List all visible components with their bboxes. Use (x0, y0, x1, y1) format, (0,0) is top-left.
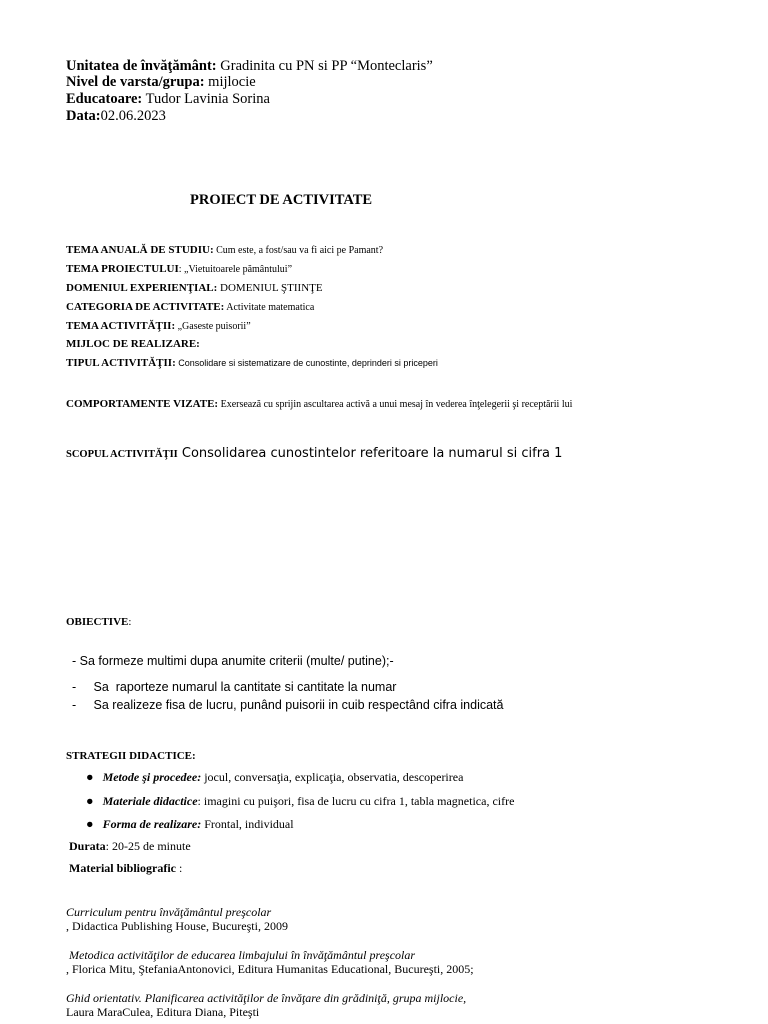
forma-line (86, 817, 294, 832)
forma-value: Frontal, individual (201, 817, 294, 831)
bib-rest: Laura MaraCulea, Editura Diana, Piteşti (66, 1005, 260, 1019)
bib-rest: , Florica Mitu, ŞtefaniaAntonovici, Editura Humanitas Educational, Bucureşti, 2005; (66, 962, 474, 976)
scop-line (66, 444, 562, 462)
scop-value: Consolidarea cunostintelor referitoare la numarul si cifra 1 (177, 446, 563, 461)
comportamente-line (66, 397, 572, 412)
tema-activitatii-label: TEMA ACTIVITĂŢII: (66, 320, 176, 332)
tema-activitatii-value: „Gaseste puisorii” (175, 321, 251, 332)
materiale-value: : imagini cu puişori, fisa de lucru cu cifra 1, tabla magnetica, cifre (197, 794, 515, 808)
bib-rest: , Didactica Publishing House, Bucureşti, 2009 (66, 919, 288, 933)
domeniu-value: DOMENIUL ŞTIINŢE (217, 282, 323, 294)
mijloc-label: MIJLOC DE REALIZARE: (66, 338, 200, 350)
material-bib-label: Material bibliografic (69, 861, 176, 875)
bibliography-entry (66, 991, 466, 1019)
nivel-line (66, 74, 256, 91)
durata-value: : 20-25 de minute (105, 839, 191, 853)
domeniu-line (66, 281, 323, 295)
bullet-icon: ● (86, 770, 94, 784)
tema-activitatii-line (66, 319, 251, 334)
bullet-icon: ● (86, 794, 94, 808)
durata-label: Durata (69, 839, 106, 853)
mijloc-line (66, 337, 200, 351)
objective-item: - Sa raporteze numarul la cantitate si cantitate la numar (72, 680, 397, 694)
unitate-value: Gradinita cu PN si PP “Monteclaris” (216, 58, 433, 74)
educatoare-line (66, 91, 270, 108)
metode-label: Metode şi procedee: (102, 770, 202, 784)
categoria-value: Activitate matematica (224, 302, 315, 313)
objective-item: - Sa formeze multimi dupa anumite criterii (multe/ putine);- (72, 654, 394, 668)
bibliography-entry (66, 948, 474, 976)
data-value: 02.06.2023 (100, 108, 166, 124)
bullet-icon: ● (86, 817, 94, 831)
metode-line (86, 770, 463, 785)
unitate-label: Unitatea de învăţământ: (66, 58, 217, 74)
durata-line (69, 839, 191, 854)
forma-label: Forma de realizare: (102, 817, 202, 831)
data-line (66, 108, 166, 125)
obiective-colon: : (128, 616, 132, 628)
tipul-label: TIPUL ACTIVITĂŢII: (66, 357, 176, 369)
page-title: PROIECT DE ACTIVITATE (190, 192, 373, 208)
categoria-line (66, 300, 314, 315)
nivel-label: Nivel de varsta/grupa: (66, 74, 205, 90)
comportamente-value: Exersează cu sprijin ascultarea activă a unui mesaj în vederea înţelegerii şi receptării lui (218, 399, 573, 410)
strategii-label: STRATEGII DIDACTICE: (66, 750, 196, 762)
bib-title: Metodica activităţilor de educarea limbajului în învăţământul preşcolar (66, 948, 416, 962)
scop-label: SCOPUL ACTIVITĂŢII (66, 449, 178, 460)
categoria-label: CATEGORIA DE ACTIVITATE: (66, 301, 225, 313)
tema-anuala-label: TEMA ANUALĂ DE STUDIU: (66, 244, 214, 256)
tema-proiect-line (66, 262, 292, 277)
material-bib-line (69, 861, 182, 876)
domeniu-label: DOMENIUL EXPERIENŢIAL: (66, 282, 218, 294)
tema-proiect-value: : „Vietuitoarele pământului” (178, 264, 293, 275)
metode-value: jocul, conversaţia, explicaţia, observatia, descoperirea (201, 770, 464, 784)
bibliography-entry (66, 905, 288, 933)
strategii-heading (66, 750, 196, 762)
material-bib-colon: : (175, 861, 183, 875)
educatoare-value: Tudor Lavinia Sorina (142, 91, 270, 107)
materiale-label: Materiale didactice (102, 794, 198, 808)
materiale-line (86, 794, 514, 809)
comportamente-label: COMPORTAMENTE VIZATE: (66, 398, 219, 410)
objective-item: - Sa realizeze fisa de lucru, punând puisorii in cuib respectând cifra indicată (72, 698, 504, 712)
tipul-line (66, 356, 438, 370)
tema-anuala-value: Cum este, a fost/sau va fi aici pe Pamant? (213, 245, 384, 256)
data-label: Data: (66, 108, 101, 124)
unitate-line (66, 58, 433, 75)
tema-proiect-label: TEMA PROIECTULUI (66, 263, 179, 275)
nivel-value: mijlocie (204, 74, 256, 90)
bib-title: Curriculum pentru învăţământul preşcolar (66, 905, 272, 919)
educatoare-label: Educatoare: (66, 91, 143, 107)
tipul-value: Consolidare si sistematizare de cunostinte, deprinderi si priceperi (175, 358, 438, 368)
bib-title: Ghid orientativ. Planificarea activităţilor de învăţare din grădiniţă, grupa mijlocie, (66, 991, 467, 1005)
tema-anuala-line (66, 243, 383, 258)
obiective-heading (66, 616, 131, 628)
obiective-label: OBIECTIVE (66, 616, 129, 628)
